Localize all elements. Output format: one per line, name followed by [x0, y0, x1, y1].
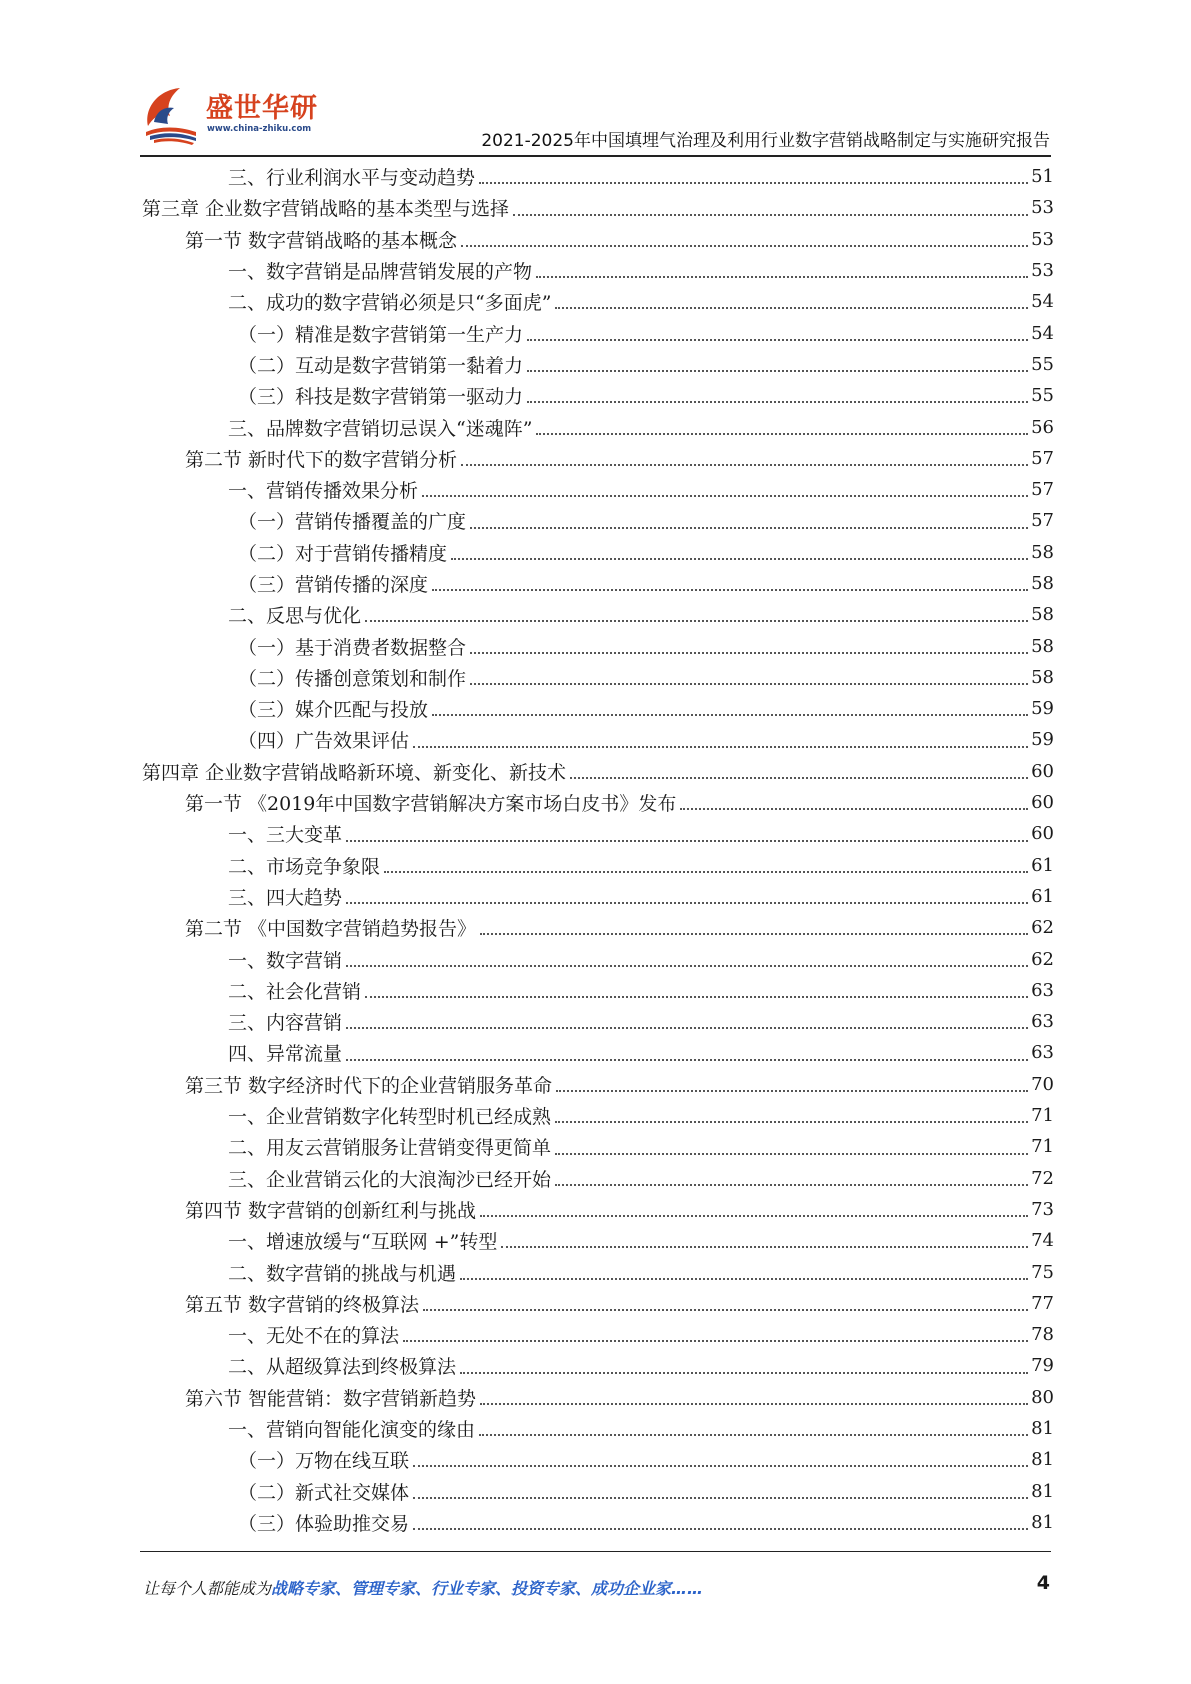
toc-dot-leader — [413, 746, 1028, 748]
toc-dot-leader — [513, 214, 1028, 216]
toc-entry-title: 二、市场竞争象限 — [228, 855, 381, 878]
toc-entry[interactable] — [142, 537, 1054, 568]
toc-dot-leader — [423, 1309, 1028, 1311]
toc-entry[interactable] — [142, 1225, 1054, 1256]
toc-dot-leader — [555, 1184, 1028, 1186]
toc-entry-page: 75 — [1031, 1261, 1054, 1283]
toc-entry[interactable] — [142, 850, 1054, 881]
toc-dot-leader — [570, 777, 1028, 779]
toc-dot-leader — [403, 1340, 1028, 1342]
toc-entry[interactable] — [142, 1131, 1054, 1162]
toc-entry-page: 62 — [1031, 917, 1054, 939]
toc-entry-page: 51 — [1031, 166, 1054, 188]
toc-entry-title: 三、内容营销 — [228, 1012, 343, 1035]
toc-entry-page: 58 — [1031, 573, 1054, 594]
toc-entry-page: 53 — [1031, 197, 1054, 219]
toc-entry-title: 二、用友云营销服务让营销变得更简单 — [228, 1137, 552, 1160]
toc-entry-page: 59 — [1031, 729, 1054, 751]
toc-entry[interactable] — [142, 1413, 1054, 1444]
toc-entry-page: 63 — [1031, 1042, 1054, 1064]
toc-dot-leader — [480, 933, 1028, 935]
toc-entry[interactable] — [142, 1037, 1054, 1068]
logo-url: www.china-zhiku.com — [207, 124, 312, 134]
toc-entry-title: 第三章 企业数字营销战略的基本类型与选择 — [142, 198, 510, 221]
toc-entry[interactable] — [142, 912, 1054, 943]
toc-entry-page: 71 — [1031, 1136, 1054, 1158]
toc-entry[interactable] — [142, 693, 1054, 724]
toc-entry-page: 77 — [1031, 1292, 1054, 1314]
toc-dot-leader — [555, 1153, 1028, 1155]
toc-entry[interactable] — [142, 1507, 1054, 1538]
toc-dot-leader — [527, 370, 1028, 372]
slogan-highlight: 战略专家、管理专家、行业专家、投资专家、成功企业家…… — [271, 1579, 704, 1598]
toc-entry[interactable] — [142, 224, 1054, 255]
toc-dot-leader — [365, 996, 1028, 998]
toc-entry-title: （三）科技是数字营销第一驱动力 — [238, 386, 524, 409]
toc-entry-title: 第五节 数字营销的终极算法 — [185, 1293, 420, 1316]
toc-entry[interactable] — [142, 943, 1054, 974]
toc-dot-leader — [413, 1497, 1028, 1499]
toc-entry[interactable] — [142, 380, 1054, 411]
toc-dot-leader — [470, 527, 1028, 529]
toc-entry-title: 第六节 智能营销：数字营销新趋势 — [185, 1387, 477, 1410]
toc-entry-page: 61 — [1031, 854, 1054, 876]
toc-entry-page: 58 — [1031, 604, 1054, 626]
toc-entry-title: 一、营销向智能化演变的缘由 — [228, 1419, 476, 1442]
toc-entry-page: 70 — [1031, 1073, 1054, 1095]
toc-dot-leader — [479, 182, 1028, 184]
toc-dot-leader — [413, 1528, 1028, 1530]
toc-entry[interactable] — [142, 724, 1054, 755]
toc-entry-page: 57 — [1031, 447, 1054, 469]
toc-entry[interactable] — [142, 818, 1054, 849]
toc-entry[interactable] — [142, 1163, 1054, 1194]
toc-entry-page: 62 — [1031, 948, 1054, 970]
toc-entry[interactable] — [142, 599, 1054, 630]
company-logo — [140, 82, 318, 148]
toc-entry-title: 一、数字营销是品牌营销发展的产物 — [228, 261, 533, 284]
toc-dot-leader — [413, 1465, 1028, 1467]
toc-entry-title: 一、数字营销 — [228, 949, 343, 972]
toc-entry[interactable] — [142, 1319, 1054, 1350]
toc-entry-page: 63 — [1031, 1011, 1054, 1033]
toc-dot-leader — [527, 339, 1028, 341]
toc-entry-page: 53 — [1031, 260, 1054, 282]
toc-entry[interactable] — [142, 975, 1054, 1006]
toc-entry[interactable] — [142, 317, 1054, 348]
toc-entry-page: 60 — [1031, 760, 1054, 782]
toc-entry-title: 一、企业营销数字化转型时机已经成熟 — [228, 1106, 552, 1129]
toc-entry-title: 第一节 数字营销战略的基本概念 — [185, 229, 458, 252]
toc-entry-title: 二、从超级算法到终极算法 — [228, 1356, 457, 1379]
toc-dot-leader — [555, 1121, 1028, 1123]
toc-entry-title: 三、品牌数字营销切忌误入“迷魂阵” — [228, 417, 533, 440]
toc-dot-leader — [556, 1090, 1028, 1092]
toc-entry-page: 81 — [1031, 1480, 1054, 1502]
toc-entry-page: 56 — [1031, 416, 1054, 438]
toc-entry-page: 78 — [1031, 1324, 1054, 1346]
toc-entry-title: 第四章 企业数字营销战略新环境、新变化、新技术 — [142, 761, 567, 784]
toc-entry[interactable] — [142, 1069, 1054, 1100]
toc-entry[interactable] — [142, 1288, 1054, 1319]
toc-entry-page: 81 — [1031, 1449, 1054, 1471]
report-title: 2021-2025年中国填埋气治理及利用行业数字营销战略制定与实施研究报告 — [481, 131, 1050, 151]
toc-entry-title: （二）互动是数字营销第一黏着力 — [238, 354, 524, 377]
toc-entry-title: （一）营销传播覆盖的广度 — [238, 511, 467, 534]
toc-entry-title: 三、四大趋势 — [228, 886, 343, 909]
header-divider — [140, 155, 1051, 157]
toc-dot-leader — [480, 1215, 1028, 1217]
toc-entry[interactable] — [142, 1006, 1054, 1037]
toc-dot-leader — [536, 276, 1028, 278]
toc-entry-title: 二、反思与优化 — [228, 605, 362, 628]
toc-dot-leader — [680, 808, 1028, 810]
toc-dot-leader — [555, 307, 1028, 309]
toc-dot-leader — [422, 495, 1028, 497]
slogan-prefix: 让每个人都能成为 — [143, 1579, 272, 1598]
toc-entry-page: 58 — [1031, 635, 1054, 657]
toc-entry[interactable] — [142, 255, 1054, 286]
toc-entry[interactable] — [142, 411, 1054, 442]
toc-dot-leader — [501, 1246, 1028, 1248]
toc-entry[interactable] — [142, 505, 1054, 536]
toc-entry[interactable] — [142, 1382, 1054, 1413]
toc-entry[interactable] — [142, 1256, 1054, 1287]
toc-entry-title: 一、三大变革 — [228, 824, 343, 847]
toc-entry-title: 一、增速放缓与“互联网 +”转型 — [228, 1231, 498, 1254]
toc-dot-leader — [346, 965, 1028, 967]
toc-entry[interactable] — [142, 192, 1054, 223]
toc-entry-title: 第一节 《2019年中国数字营销解决方案市场白皮书》发布 — [185, 793, 677, 816]
toc-entry-title: （三）体验助推交易 — [238, 1512, 410, 1535]
toc-entry-title: （二）传播创意策划和制作 — [238, 667, 467, 690]
toc-dot-leader — [480, 1403, 1028, 1405]
toc-dot-leader — [470, 652, 1028, 654]
toc-entry-page: 73 — [1031, 1198, 1054, 1220]
toc-entry[interactable] — [142, 474, 1054, 505]
toc-entry-page: 81 — [1031, 1418, 1054, 1440]
toc-entry-page: 63 — [1031, 979, 1054, 1001]
toc-entry-title: （四）广告效果评估 — [238, 730, 410, 753]
toc-dot-leader — [470, 683, 1028, 685]
toc-dot-leader — [460, 1278, 1028, 1280]
toc-entry[interactable] — [142, 1350, 1054, 1381]
toc-entry-title: 第二节 新时代下的数字营销分析 — [185, 448, 458, 471]
toc-dot-leader — [346, 1059, 1028, 1061]
toc-entry-title: 二、成功的数字营销必须是只“多面虎” — [228, 292, 552, 315]
toc-entry[interactable] — [142, 349, 1054, 380]
toc-entry[interactable] — [142, 1475, 1054, 1506]
toc-entry-title: （一）万物在线互联 — [238, 1450, 410, 1473]
toc-dot-leader — [432, 714, 1028, 716]
toc-entry-page: 80 — [1031, 1386, 1054, 1408]
logo-name: 盛世华研 — [206, 93, 318, 124]
toc-entry-page: 59 — [1031, 698, 1054, 720]
toc-entry[interactable] — [142, 662, 1054, 693]
toc-entry[interactable] — [142, 787, 1054, 818]
toc-entry-title: （三）媒介匹配与投放 — [238, 699, 429, 722]
toc-entry-title: （三）营销传播的深度 — [238, 574, 429, 596]
toc-entry-page: 81 — [1031, 1511, 1054, 1533]
toc-entry-title: 第二节 《中国数字营销趋势报告》 — [185, 918, 477, 941]
toc-dot-leader — [346, 840, 1028, 842]
toc-entry[interactable] — [142, 568, 1054, 599]
toc-dot-leader — [451, 558, 1028, 560]
toc-entry-page: 58 — [1031, 541, 1054, 563]
toc-dot-leader — [479, 1434, 1028, 1436]
table-of-contents — [142, 161, 1054, 1538]
toc-entry-title: （二）对于营销传播精度 — [238, 542, 448, 565]
toc-entry-page: 61 — [1031, 885, 1054, 907]
toc-entry[interactable] — [142, 1100, 1054, 1131]
toc-entry[interactable] — [142, 881, 1054, 912]
toc-entry-page: 74 — [1031, 1230, 1054, 1252]
footer-divider — [140, 1551, 1051, 1552]
page-number: 4 — [1036, 1572, 1050, 1594]
toc-entry-page: 71 — [1031, 1105, 1054, 1127]
logo-emblem-icon — [140, 82, 210, 148]
toc-dot-leader — [346, 902, 1028, 904]
toc-entry-page: 79 — [1031, 1355, 1054, 1377]
toc-entry[interactable] — [142, 1444, 1054, 1475]
toc-entry-title: 二、数字营销的挑战与机遇 — [228, 1262, 457, 1285]
toc-entry-page: 57 — [1031, 479, 1054, 501]
toc-entry[interactable] — [142, 161, 1054, 192]
toc-entry-title: （一）基于消费者数据整合 — [238, 636, 467, 659]
toc-entry-title: 三、企业营销云化的大浪淘沙已经开始 — [228, 1168, 552, 1191]
toc-entry[interactable] — [142, 286, 1054, 317]
toc-dot-leader — [461, 464, 1028, 466]
toc-entry[interactable] — [142, 756, 1054, 787]
toc-entry-title: 一、无处不在的算法 — [228, 1325, 400, 1348]
toc-dot-leader — [384, 871, 1028, 873]
toc-entry[interactable] — [142, 443, 1054, 474]
toc-entry-title: 二、社会化营销 — [228, 980, 362, 1003]
toc-entry-page: 60 — [1031, 823, 1054, 845]
toc-entry-title: 一、营销传播效果分析 — [228, 480, 419, 503]
toc-entry-page: 72 — [1031, 1167, 1054, 1189]
toc-dot-leader — [432, 589, 1028, 591]
toc-dot-leader — [527, 401, 1028, 403]
toc-entry[interactable] — [142, 1194, 1054, 1225]
toc-entry-page: 53 — [1031, 228, 1054, 250]
toc-entry-page: 54 — [1031, 291, 1054, 313]
toc-entry-page: 60 — [1031, 792, 1054, 814]
toc-dot-leader — [460, 1372, 1028, 1374]
toc-entry-title: （一）精准是数字营销第一生产力 — [238, 323, 524, 346]
toc-entry-title: 第四节 数字营销的创新红利与挑战 — [185, 1199, 477, 1222]
footer-slogan — [143, 1576, 703, 1599]
toc-entry-page: 57 — [1031, 510, 1054, 532]
toc-dot-leader — [365, 620, 1028, 622]
toc-entry-page: 55 — [1031, 385, 1054, 407]
toc-entry-title: 三、行业利润水平与变动趋势 — [228, 167, 476, 190]
toc-entry-page: 58 — [1031, 666, 1054, 688]
toc-entry-page: 54 — [1031, 322, 1054, 344]
toc-dot-leader — [536, 433, 1028, 435]
toc-dot-leader — [346, 1027, 1028, 1029]
toc-entry-page: 55 — [1031, 353, 1054, 375]
toc-entry-title: （二）新式社交媒体 — [238, 1481, 410, 1504]
toc-entry-title: 第三节 数字经济时代下的企业营销服务革命 — [185, 1074, 553, 1097]
toc-dot-leader — [461, 245, 1028, 247]
toc-entry[interactable] — [142, 630, 1054, 661]
toc-entry-title: 四、异常流量 — [228, 1043, 343, 1066]
